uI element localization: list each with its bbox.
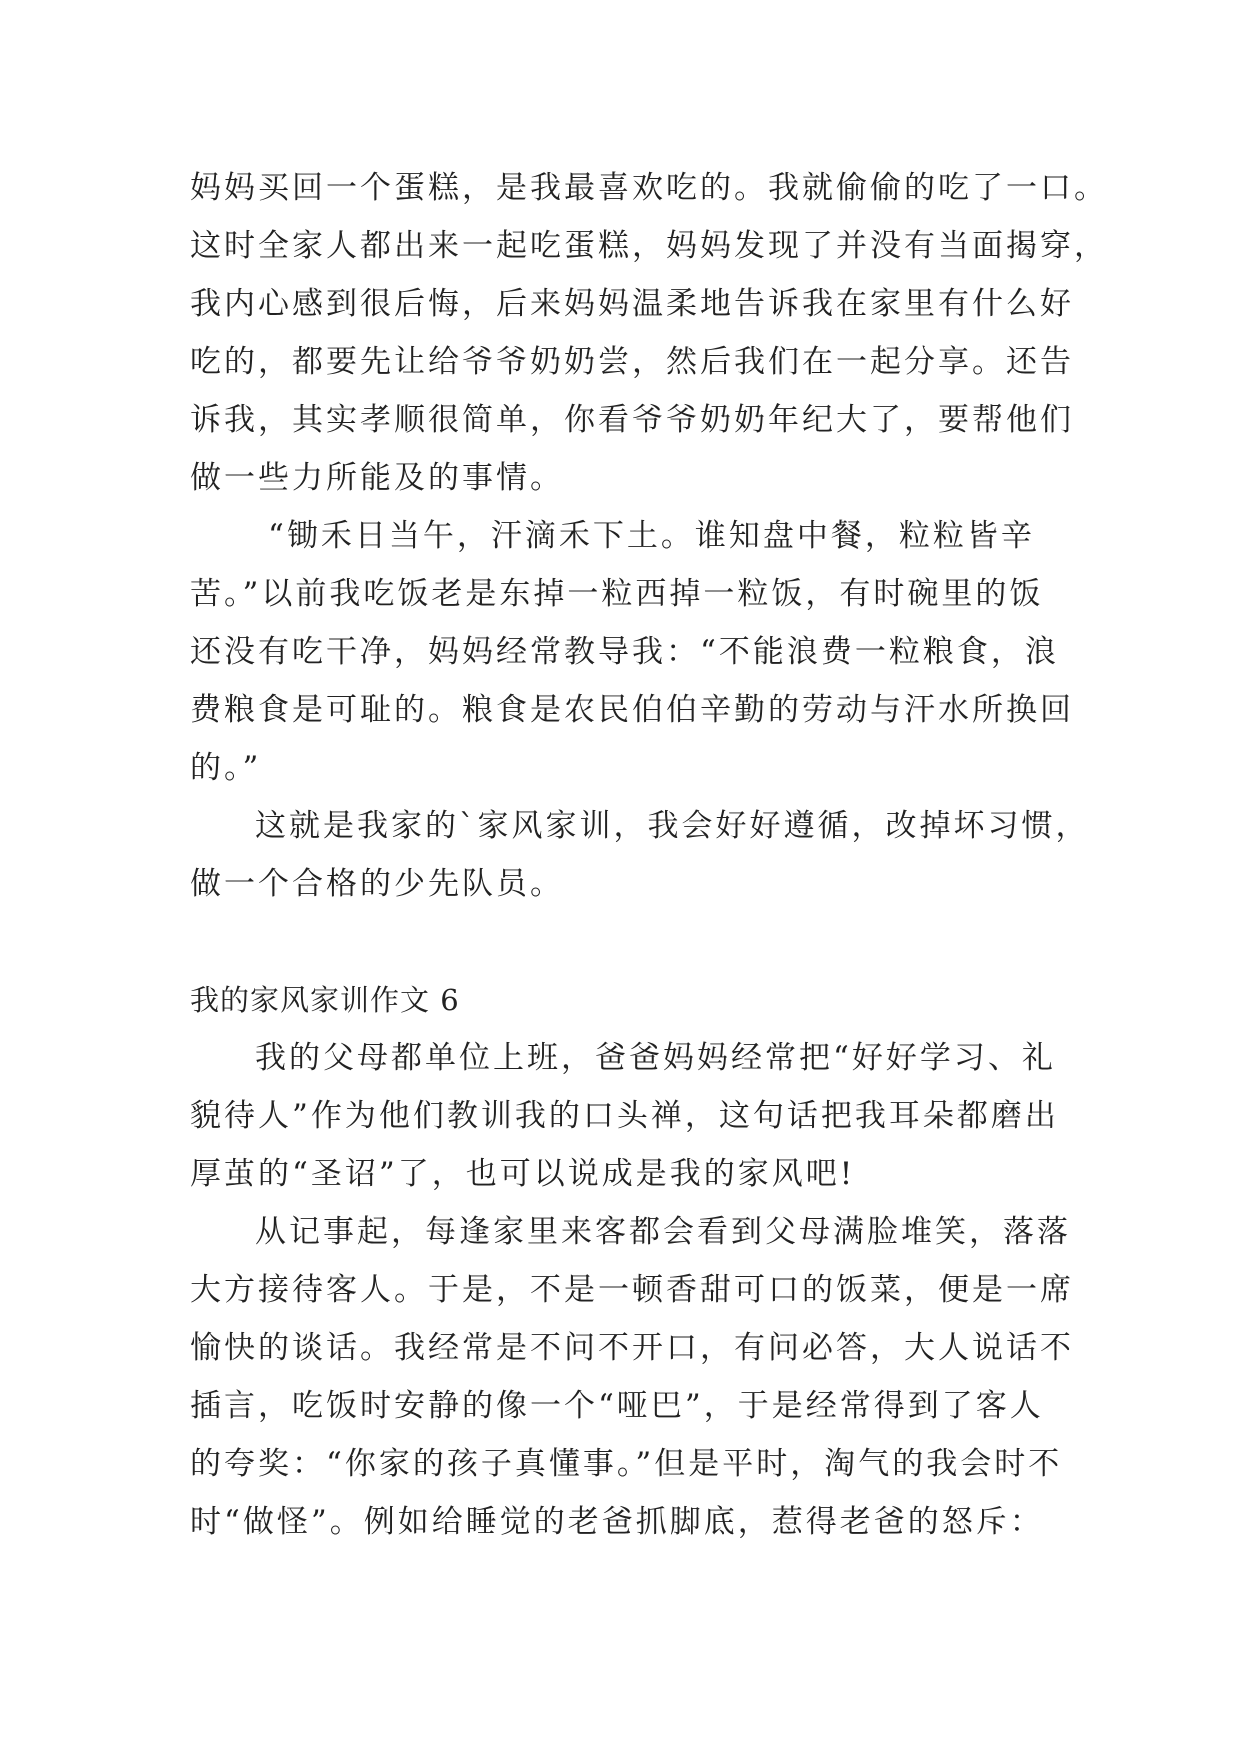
paragraph-3-line-1: 这就是我家的`家风家训，我会好好遵循，改掉坏习惯， xyxy=(255,808,1090,844)
paragraph-3-line-2: 做一个合格的少先队员。 xyxy=(190,866,564,902)
paragraph-1-line-1: 妈妈买回一个蛋糕，是我最喜欢吃的。我就偷偷的吃了一口。 xyxy=(190,170,1108,206)
paragraph-4-line-3: 厚茧的“圣诏”了，也可以说成是我的家风吧! xyxy=(190,1156,856,1192)
paragraph-4-line-1: 我的父母都单位上班，爸爸妈妈经常把“好好学习、礼 xyxy=(255,1040,1056,1076)
paragraph-4-line-2: 貌待人”作为他们教训我的口头禅，这句话把我耳朵都磨出 xyxy=(190,1098,1059,1134)
paragraph-2-line-1: “锄禾日当午，汗滴禾下土。谁知盘中餐，粒粒皆辛 xyxy=(268,518,1035,554)
paragraph-1-line-3: 我内心感到很后悔，后来妈妈温柔地告诉我在家里有什么好 xyxy=(190,286,1074,322)
section-heading: 我的家风家训作文 6 xyxy=(190,983,460,1017)
paragraph-5-line-2: 大方接待客人。于是，不是一顿香甜可口的饭菜，便是一席 xyxy=(190,1272,1074,1308)
paragraph-2-line-4: 费粮食是可耻的。粮食是农民伯伯辛勤的劳动与汗水所换回 xyxy=(190,692,1074,728)
paragraph-1-line-4: 吃的，都要先让给爷爷奶奶尝，然后我们在一起分享。还告 xyxy=(190,344,1074,380)
paragraph-5-line-5: 的夸奖：“你家的孩子真懂事。”但是平时，淘气的我会时不 xyxy=(190,1446,1063,1482)
paragraph-5-line-3: 愉快的谈话。我经常是不问不开口，有问必答，大人说话不 xyxy=(190,1330,1074,1366)
paragraph-5-line-1: 从记事起，每逢家里来客都会看到父母满脸堆笑，落落 xyxy=(255,1214,1071,1250)
paragraph-1-line-6: 做一些力所能及的事情。 xyxy=(190,460,564,496)
paragraph-5-line-6: 时“做怪”。例如给睡觉的老爸抓脚底，惹得老爸的怒斥： xyxy=(190,1504,1044,1540)
paragraph-5-line-4: 插言，吃饭时安静的像一个“哑巴”，于是经常得到了客人 xyxy=(190,1388,1044,1424)
paragraph-2-line-2: 苦。”以前我吃饭老是东掉一粒西掉一粒饭，有时碗里的饭 xyxy=(190,576,1044,612)
paragraph-2-line-5: 的。” xyxy=(190,750,262,786)
paragraph-1-line-5: 诉我，其实孝顺很简单，你看爷爷奶奶年纪大了，要帮他们 xyxy=(190,402,1074,438)
paragraph-2-line-3: 还没有吃干净，妈妈经常教导我：“不能浪费一粒粮食，浪 xyxy=(190,634,1059,670)
paragraph-1-line-2: 这时全家人都出来一起吃蛋糕，妈妈发现了并没有当面揭穿， xyxy=(190,228,1108,264)
